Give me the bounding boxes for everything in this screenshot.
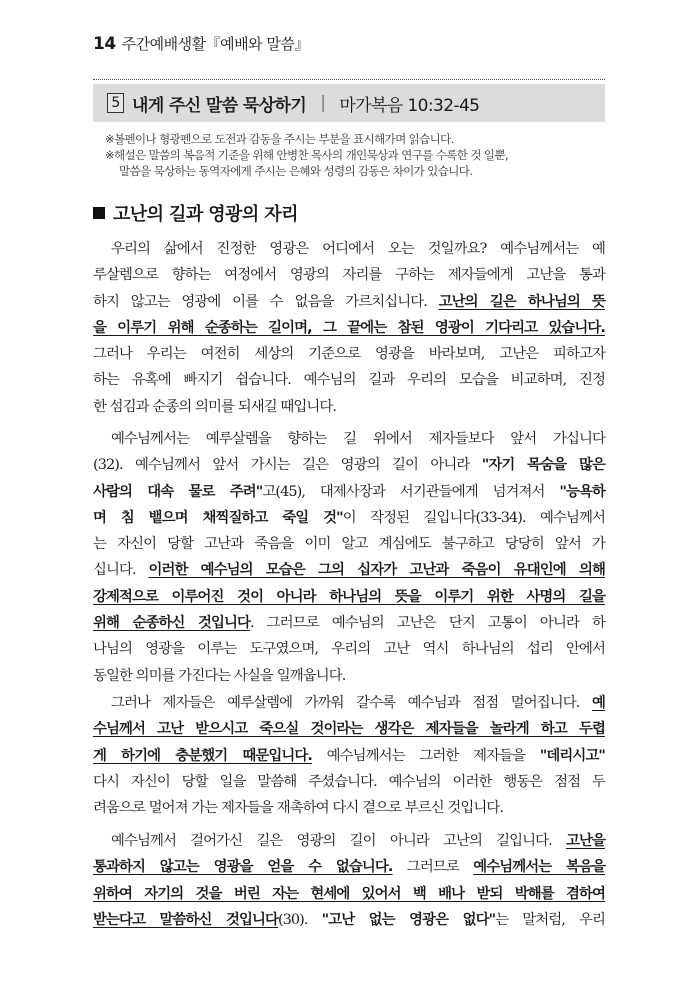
section-label: 내게 주신 말씀 묵상하기 bbox=[132, 95, 307, 116]
text-line: 위해 순종하신 것입니다. 그러므로 예수님의 고난은 단지 고통이 아니라 하 bbox=[93, 615, 605, 632]
paragraph-1 bbox=[93, 236, 605, 420]
text-line: 다시 자신이 당할 일을 말씀해 주셨습니다. 예수님의 이러한 행동은 점점 두 bbox=[93, 773, 605, 790]
text-line: 예수님께서는 예루살렘을 향하는 길 위에서 제자들보다 앞서 가십니다 bbox=[111, 431, 605, 447]
note-disclaimer: ※해설은 말씀의 복음적 기준을 위해 안병찬 목사의 개인묵상과 연구를 수록한 것 일뿐, bbox=[105, 148, 509, 162]
quote-text: "데리시고" bbox=[539, 747, 605, 764]
highlight-text: 예수님께서는 복음을 bbox=[473, 859, 605, 876]
highlight-text: 받는다고 말씀하신 것입니다 bbox=[93, 911, 278, 928]
highlight-text: 통과하지 않고는 영광을 얻을 수 없습니다. bbox=[93, 859, 393, 876]
scripture-reference: 마가복음 10:32-45 bbox=[339, 95, 480, 116]
quote-text: 며 침 뱉으며 채찍질하고 죽일 것" bbox=[93, 509, 343, 526]
highlight-text: 게 하기에 충분했기 때문입니다. bbox=[93, 747, 312, 764]
highlight-text: 수님께서 고난 받으시고 죽으실 것이라는 생각은 제자들을 놀라게 하고 두렵 bbox=[93, 721, 605, 738]
quote-text: "능욕하 bbox=[559, 483, 605, 500]
text-line: 루살렘으로 향하는 여정에서 영광의 자리를 구하는 제자들에게 고난을 통과 bbox=[93, 267, 605, 284]
text-line: (32). 예수님께서 앞서 가시는 길은 영광의 길이 아니라 "자기 목숨을 많은 bbox=[93, 457, 606, 474]
text-line: 통과하지 않고는 영광을 얻을 수 없습니다. 그러므로 예수님께서는 복음을 bbox=[93, 859, 605, 876]
heading-text: 고난의 길과 영광의 자리 bbox=[113, 204, 298, 225]
text-line: 사람의 대속 물로 주려"고(45), 대제사장과 서기관들에게 넘겨져서 "능욕하 bbox=[93, 483, 605, 500]
title-separator: | bbox=[320, 93, 326, 113]
reading-notes bbox=[105, 131, 605, 179]
highlight-text: 위하여 자기의 것을 버린 자는 현세에 있어서 백 배나 받되 박해를 겸하여 bbox=[93, 885, 605, 902]
section-heading bbox=[93, 200, 298, 226]
square-bullet-icon bbox=[93, 207, 105, 219]
quote-text: "자기 목숨을 많은 bbox=[481, 457, 606, 474]
page-header bbox=[93, 33, 309, 54]
publication-title: 주간예배생활『예배와 말씀』 bbox=[121, 35, 309, 53]
paragraph-4 bbox=[93, 828, 605, 933]
text-line: 하는 유혹에 빠지기 쉽습니다. 예수님의 길과 우리의 모습을 비교하며, 진정 bbox=[93, 372, 605, 389]
text-line: 며 침 뱉으며 채찍질하고 죽일 것"이 작정된 길입니다(33-34). 예수님께서 bbox=[93, 509, 605, 526]
text-line: 그러나 우리는 여전히 세상의 기준으로 영광을 바라보며, 고난은 피하고자 bbox=[93, 346, 605, 363]
highlight-text: 을 이루기 위해 순종하는 길이며, 그 끝에는 참된 영광이 기다리고 있습니다. bbox=[93, 319, 605, 336]
highlight-text: 예 bbox=[591, 695, 605, 711]
text-line: 우리의 삶에서 진정한 영광은 어디에서 오는 것일까요? 예수님께서는 예 bbox=[111, 241, 605, 257]
highlight-text: 고난을 bbox=[565, 833, 605, 849]
text-line: 동일한 의미를 가진다는 사실을 일깨웁니다. bbox=[93, 667, 346, 684]
page-number: 14 bbox=[93, 34, 116, 54]
highlight-text: 강제적으로 이루어진 것이 아니라 하나님의 뜻을 이루기 위한 사명의 길을 bbox=[93, 588, 605, 605]
quote-text: "고난 없는 영광은 없다" bbox=[321, 911, 496, 928]
highlight-text: 위해 순종하신 것입니다 bbox=[93, 615, 250, 632]
text-line: 한 섬김과 순종의 의미를 되새길 때입니다. bbox=[93, 398, 337, 415]
quote-text: 사람의 대속 물로 주려" bbox=[93, 483, 263, 500]
note-highlight: ※볼펜이나 형광펜으로 도전과 감동을 주시는 부분을 표시해가며 읽습니다. bbox=[105, 132, 454, 146]
text-line: 하지 않고는 영광에 이를 수 없음을 가르치십니다. 고난의 길은 하나님의 뜻 bbox=[93, 293, 605, 310]
highlight-text: 이러한 예수님의 모습은 그의 십자가 고난과 죽음이 유대인에 의해 bbox=[148, 562, 605, 579]
text-line: 십니다. 이러한 예수님의 모습은 그의 십자가 고난과 죽음이 유대인에 의해 bbox=[93, 562, 605, 579]
highlight-text: 고난의 길은 하나님의 뜻 bbox=[438, 293, 605, 310]
text-line: 려움으로 멀어져 가는 제자들을 재촉하여 다시 곁으로 부르신 것입니다. bbox=[93, 800, 504, 817]
text-line: 그러나 제자들은 예루살렘에 가까워 갈수록 예수님과 점점 멀어집니다. 예 bbox=[111, 695, 605, 711]
text-line: 게 하기에 충분했기 때문입니다. 예수님께서는 그러한 제자들을 "데리시고" bbox=[93, 747, 605, 764]
text-line: 받는다고 말씀하신 것입니다(30). "고난 없는 영광은 없다"는 말처럼, 우리 bbox=[93, 911, 605, 928]
text-line: 예수님께서 걸어가신 길은 영광의 길이 아니라 고난의 길입니다. 고난을 bbox=[111, 833, 605, 849]
text-line: 는 자신이 당할 고난과 죽음을 이미 알고 계심에도 불구하고 당당히 앞서 가 bbox=[93, 536, 605, 553]
dotted-divider bbox=[93, 79, 605, 80]
text-line: 나님의 영광을 이루는 도구였으며, 우리의 고난 역시 하나님의 섭리 안에서 bbox=[93, 641, 605, 658]
section-title-box bbox=[93, 84, 605, 122]
note-disclaimer-cont: 말씀을 묵상하는 동역자에게 주시는 은혜와 성령의 감동은 차이가 있습니다. bbox=[119, 164, 473, 178]
paragraph-2 bbox=[93, 426, 605, 689]
section-number: 5 bbox=[107, 93, 124, 113]
paragraph-3 bbox=[93, 690, 605, 821]
